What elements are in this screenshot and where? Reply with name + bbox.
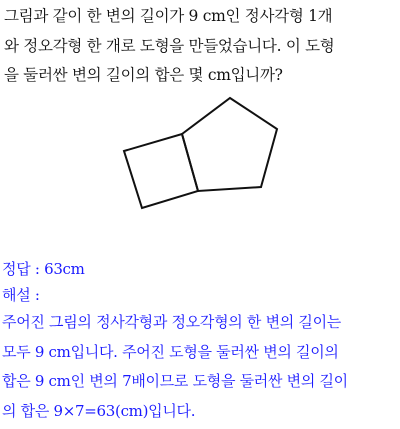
question-line-2: 와 정오각형 한 개로 도형을 만들었습니다. 이 도형 — [4, 36, 335, 55]
question-line-3: 을 둘러싼 변의 길이의 합은 몇 cm입니까? — [4, 66, 283, 84]
question-line-1: 그림과 같이 한 변의 길이가 9 cm인 정사각형 1개 — [4, 7, 333, 25]
explanation-line-2: 모두 9 cm입니다. 주어진 도형을 둘러싼 변의 길이의 — [2, 342, 339, 361]
pentagon-shape — [182, 98, 277, 191]
square-shape — [124, 134, 198, 208]
answer-section — [2, 256, 398, 426]
explanation-line-1: 주어진 그림의 정사각형과 정오각형의 한 변의 길이는 — [2, 313, 341, 331]
question-text — [4, 2, 398, 91]
answer-label: 정답 : 63cm — [2, 260, 85, 278]
explanation-line-3: 합은 9 cm인 변의 7배이므로 도형을 둘러싼 변의 길이 — [2, 372, 348, 390]
explanation-label: 해설 : — [2, 286, 40, 304]
explanation-line-4: 의 합은 9×7=63(cm)입니다. — [2, 401, 196, 420]
